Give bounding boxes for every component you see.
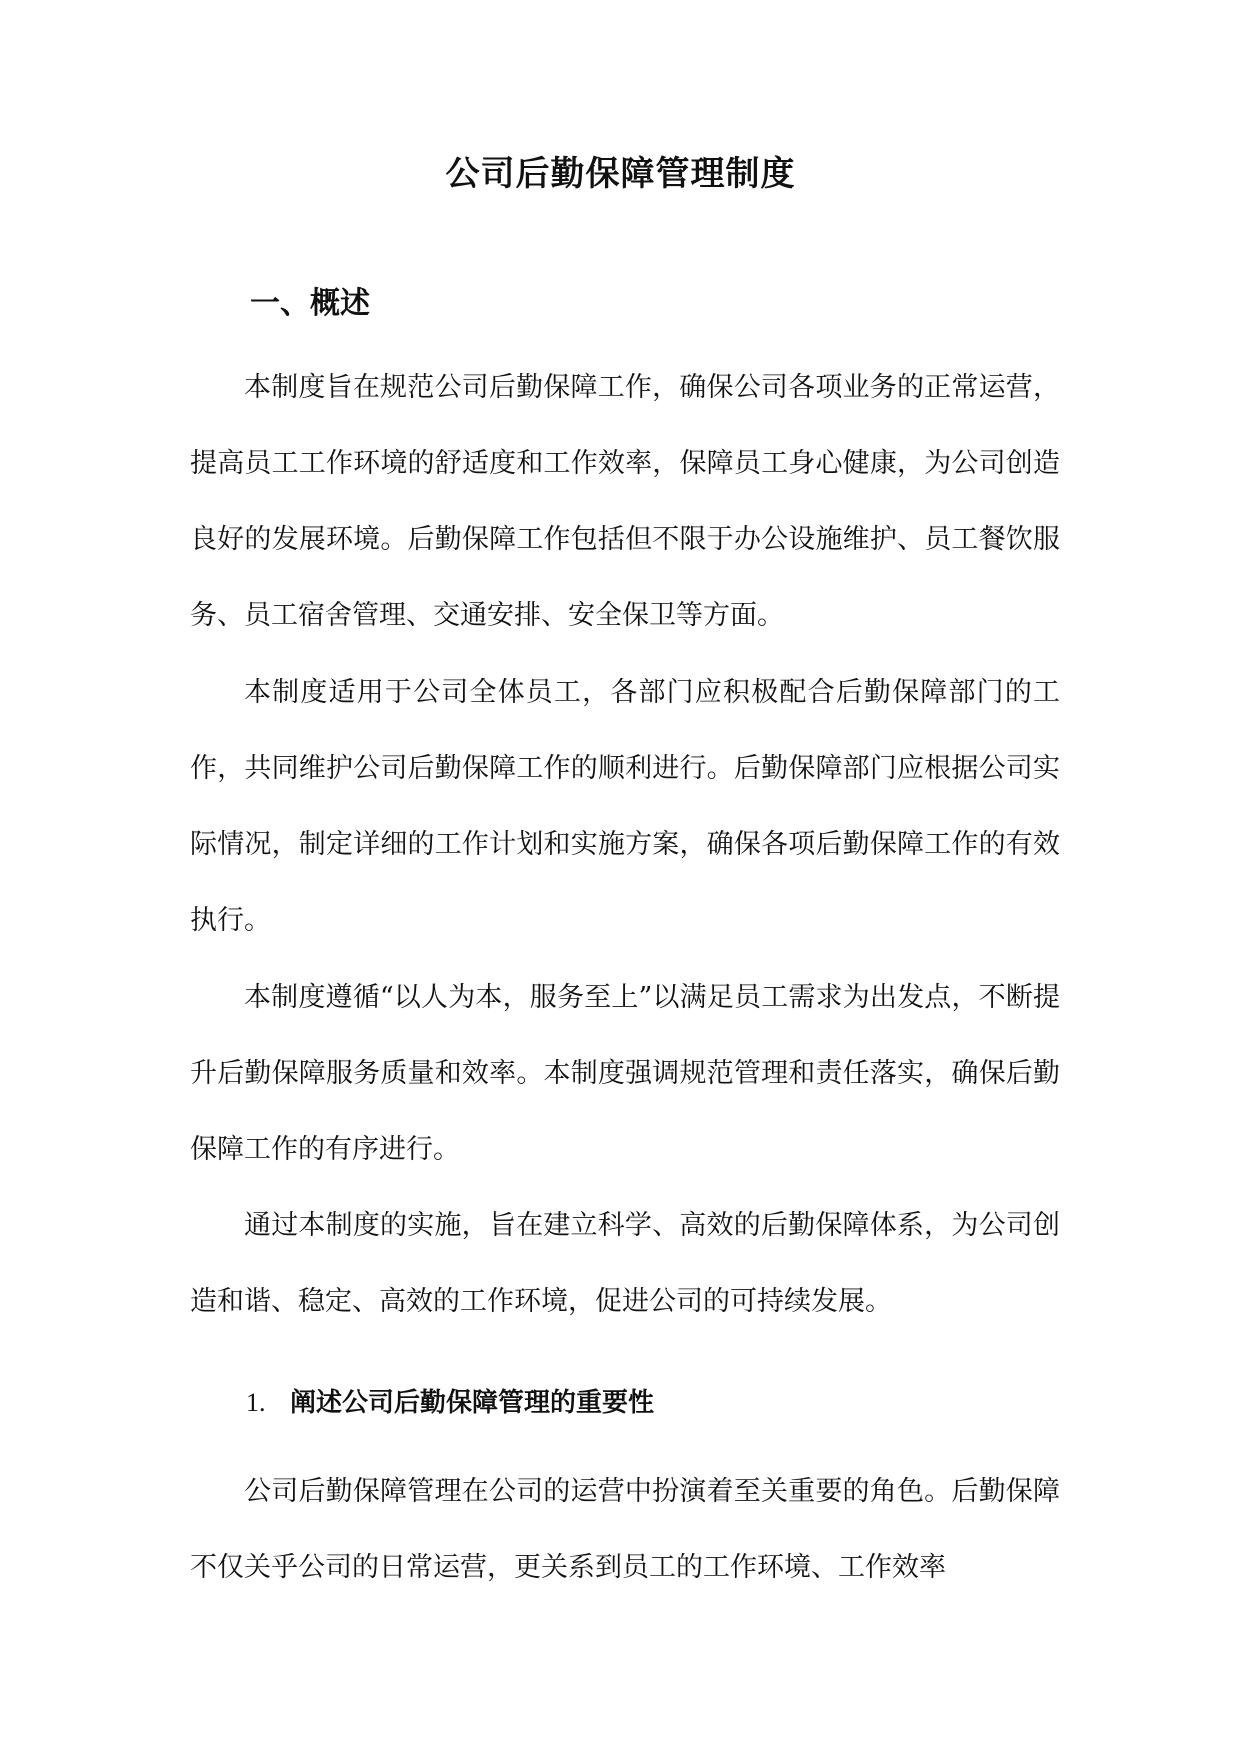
body-paragraph: 本制度旨在规范公司后勤保障工作，确保公司各项业务的正常运营，提高员工工作环境的舒适度和工作效率，保障员工身心健康，为公司创造良好的发展环境。后勤保障工作包括但不限于办公设施维护、员工餐饮服务、员工宿舍管理、交通安排、安全保卫等方面。 — [190, 372, 1060, 631]
body-paragraph: 通过本制度的实施，旨在建立科学、高效的后勤保障体系，为公司创造和谐、稳定、高效的工作环境，促进公司的可持续发展。 — [190, 1210, 1060, 1317]
document-title: 公司后勤保障管理制度 — [445, 154, 796, 194]
subsection-heading — [246, 1383, 654, 1423]
body-paragraph: 本制度适用于公司全体员工，各部门应积极配合后勤保障部门的工作，共同维护公司后勤保障工作的顺利进行。后勤保障部门应根据公司实际情况，制定详细的工作计划和实施方案，确保各项后勤保障工作的有效执行。 — [190, 677, 1060, 936]
body-paragraph: 公司后勤保障管理在公司的运营中扮演着至关重要的角色。后勤保障不仅关乎公司的日常运营，更关系到员工的工作环境、工作效率 — [190, 1476, 1060, 1583]
body-paragraph: 本制度遵循“以人为本，服务至上”以满足员工需求为出发点，不断提升后勤保障服务质量和效率。本制度强调规范管理和责任落实，确保后勤保障工作的有序进行。 — [190, 982, 1060, 1165]
subsection-number: 1. — [246, 1388, 266, 1417]
section-heading-overview: 一、概述 — [250, 286, 370, 321]
subsection-title: 阐述公司后勤保障管理的重要性 — [290, 1388, 655, 1418]
